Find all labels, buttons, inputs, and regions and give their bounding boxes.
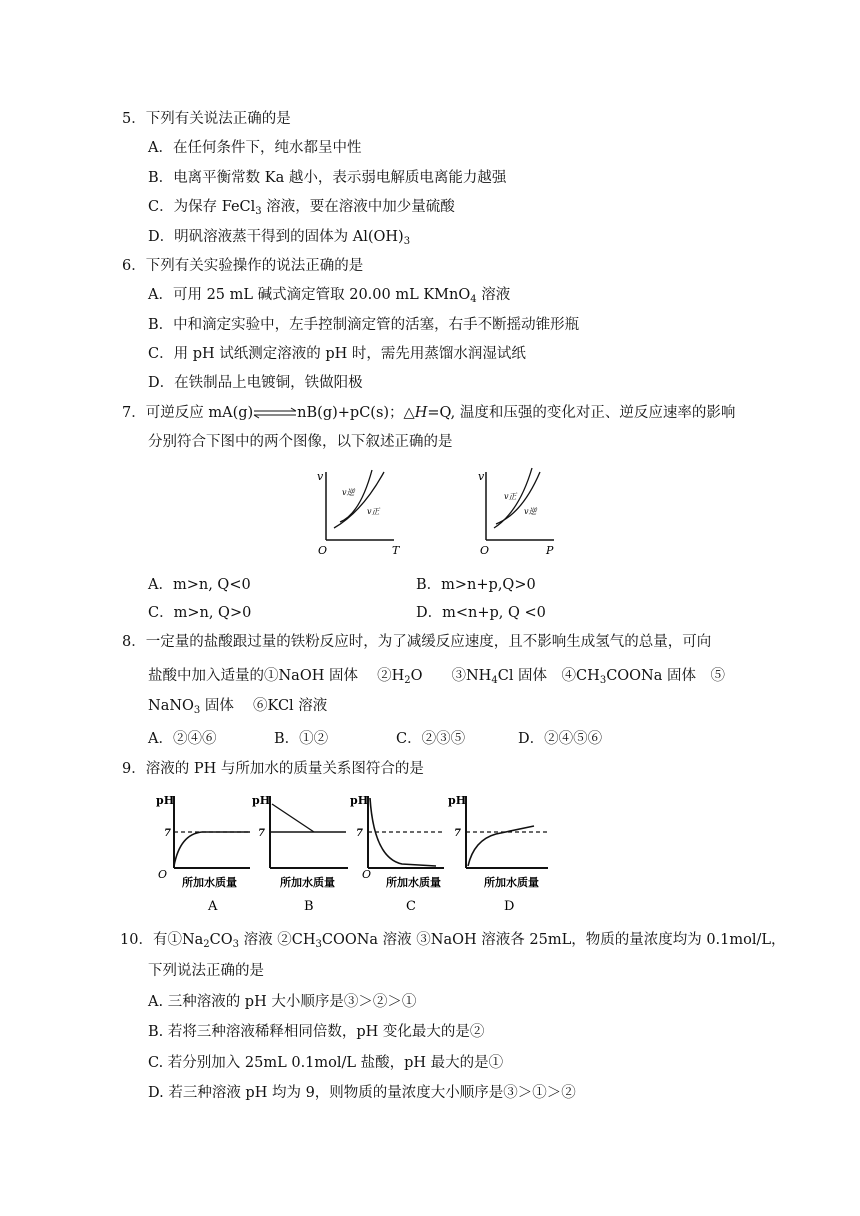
q5-stem: 5．下列有关说法正确的是 [122,111,291,127]
graph2-curve-b-label: v逆 [524,507,537,516]
svg-text:7: 7 [258,828,265,839]
q5-option-d: D．明矾溶液蒸干得到的固体为 $Al(OH)_3$ [148,229,411,247]
q5-option-a: A．在任何条件下，纯水都呈中性 [148,140,362,156]
q8-stem-line3: NaNO$_3$ 固体 ⑥KCl 溶液 [148,698,328,716]
svg-text:B: B [304,899,314,914]
svg-text:A: A [208,899,218,914]
q10-option-d: D. 若三种溶液 pH 均为 9，则物质的量浓度大小顺序是③＞①＞② [148,1085,576,1101]
svg-text:D: D [504,899,515,914]
q8-option-d: D．②④⑤⑥ [518,731,603,747]
svg-text:O: O [362,868,372,881]
graph1-origin-label: O [318,544,328,556]
q10-stem-line1: 10．有$①Na_2CO_3$ 溶液 $②CH_3COONa$ 溶液 ③NaOH 溶液各 25mL，物质的量浓度均为 0.1mol/L， [120,932,786,950]
graph2-origin-label: O [480,544,490,556]
q6-stem: 6．下列有关实验操作的说法正确的是 [122,258,364,274]
q6-option-d: D．在铁制品上电镀铜，铁做阳极 [148,375,363,391]
q10-option-a: A. 三种溶液的 pH 大小顺序是③＞②＞① [148,994,417,1010]
q8-option-b: B．①② [274,731,329,747]
q8-stem-line1: 8．一定量的盐酸跟过量的铁粉反应时，为了减缓反应速度，且不影响生成氢气的总量，可向 [122,634,712,650]
q6-option-b: B．中和滴定实验中，左手控制滴定管的活塞，右手不断摇动锥形瓶 [148,317,580,333]
svg-text:7: 7 [454,828,461,839]
svg-text:pH: pH [156,794,175,807]
q7-option-a: A．m>n, Q<0 [148,577,251,593]
q8-stem-line2: 盐酸中加入适量的①NaOH 固体 $②H_2O$ $③NH_4Cl$ 固体 $④CH_3COONa$ 固体 ⑤ [148,668,725,686]
q10-option-b: B. 若将三种溶液稀释相同倍数，pH 变化最大的是② [148,1024,485,1040]
q7-option-d: D．m<n+p, Q <0 [416,605,546,621]
q8-option-a: A．②④⑥ [148,731,217,747]
q9-graph-c [350,788,450,914]
q9-graph-b [252,788,352,914]
q9-graph-d [448,788,558,914]
q6-option-a: A．可用 25 mL 碱式滴定管取 20.00 mL KMnO$_4$ 溶液 [148,287,511,305]
svg-text:所加水质量: 所加水质量 [484,876,539,889]
graph2-x-label: P [546,544,554,556]
svg-text:pH: pH [252,794,271,807]
svg-text:所加水质量: 所加水质量 [182,876,237,889]
q6-option-c: C．用 pH 试纸测定溶液的 pH 时，需先用蒸馏水润湿试纸 [148,346,526,362]
q7-graph-pressure [474,462,574,556]
graph1-curve-a-label: v逆 [342,488,355,497]
svg-text:所加水质量: 所加水质量 [386,876,441,889]
q7-stem: 7．可逆反应 mA(g) nB(g)+pC(s)；△H=Q, 温度和压强的变化对正、逆反应速率的影响 [122,405,736,421]
svg-text:O: O [158,868,168,881]
q7-option-c: C．m>n, Q>0 [148,605,252,621]
svg-text:7: 7 [356,828,363,839]
q9-stem: 9．溶液的 PH 与所加水的质量关系图符合的是 [122,761,424,777]
q8-option-c: C．②③⑤ [396,731,466,747]
svg-text:C: C [406,899,416,914]
equilibrium-arrow-icon [253,407,297,419]
q5-option-c: C．为保存 FeCl$_3$ 溶液，要在溶液中加少量硫酸 [148,199,455,217]
q7-option-b: B．m>n+p,Q>0 [416,577,536,593]
q9-graph-a [154,788,254,914]
svg-text:pH: pH [350,794,369,807]
graph1-v-label: v [317,470,324,483]
q5-option-b: B．电离平衡常数 Ka 越小，表示弱电解质电离能力越强 [148,170,507,186]
q7-graph-temperature [312,462,412,556]
graph2-v-label: v [478,470,485,483]
q10-option-c: C. 若分别加入 25mL 0.1mol/L 盐酸，pH 最大的是① [148,1055,504,1071]
q7-stem-line2: 分别符合下图中的两个图像，以下叙述正确的是 [148,434,453,450]
q10-stem-line2: 下列说法正确的是 [148,963,264,979]
svg-text:7: 7 [164,828,171,839]
graph1-curve-b-label: v正 [367,507,380,516]
graph2-curve-a-label: v正 [504,492,517,501]
svg-text:pH: pH [448,794,467,807]
graph1-x-label: T [392,544,400,556]
svg-text:所加水质量: 所加水质量 [280,876,335,889]
